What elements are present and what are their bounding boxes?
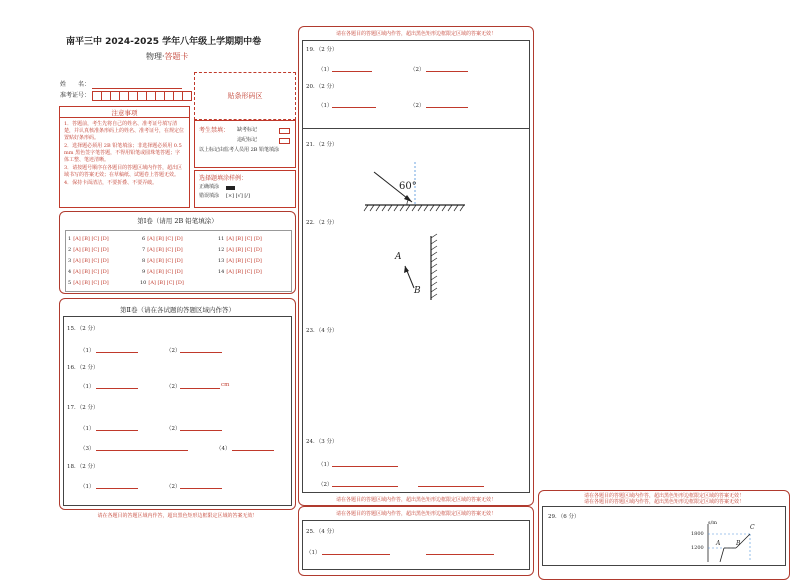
graph-ylabel: s/m	[708, 520, 717, 526]
mc-row[interactable]: 3 [A] [B] [C] [D]	[68, 258, 109, 264]
exam-title: 南平三中 2024-2025 学年八年级上学期期中卷	[66, 37, 262, 47]
st-graph	[690, 520, 780, 562]
question-20: 20．（2 分）	[306, 84, 338, 90]
id-boxes[interactable]	[92, 91, 192, 101]
q15-1-label: （1）	[80, 348, 95, 354]
question-18: 18．（2 分）	[67, 464, 99, 470]
q15-2-label: （2）	[166, 348, 181, 354]
mc-row[interactable]: 14 [A] [B] [C] [D]	[218, 269, 262, 275]
question-19: 19．（2 分）	[306, 47, 338, 53]
q16-1-answer[interactable]	[96, 382, 138, 389]
q17-3-answer[interactable]	[96, 444, 188, 451]
q17-3-label: （3）	[80, 446, 95, 452]
mc-row[interactable]: 1 [A] [B] [C] [D]	[68, 236, 109, 242]
question-23: 23．（4 分）	[306, 328, 338, 334]
graph-point-a: A	[716, 540, 721, 547]
mc-row[interactable]: 11 [A] [B] [C] [D]	[218, 236, 262, 242]
mc-row[interactable]: 10 [A] [B] [C] [D]	[140, 280, 184, 286]
barcode-area	[194, 72, 296, 120]
q17-2-label: （2）	[166, 426, 181, 432]
mc-row[interactable]: 5 [A] [B] [C] [D]	[68, 280, 109, 286]
q15-2-answer[interactable]	[180, 346, 222, 353]
name-field[interactable]	[92, 88, 182, 89]
q16-unit: cm	[221, 382, 230, 388]
mc-row[interactable]: 7 [A] [B] [C] [D]	[142, 247, 183, 253]
q16-2-label: （2）	[166, 384, 181, 390]
notice-item: 1．答题前，考生先将自己的姓名、准考证号填写清楚，并认真核准条形码上的姓名、准考证号，在规定位置贴好条形码。	[64, 121, 185, 141]
status-note: 以上标记由监考人员用 2B 铅笔填涂	[199, 147, 280, 153]
notice-item: 2．选择题必须用 2B 铅笔填涂；非选择题必须用 0.5 mm 黑色签字笔答题，不得用铅笔或圆珠笔答题；字体工整、笔迹清晰。	[64, 143, 182, 163]
middle-header-warning: 请在各题目的答题区域内作答，超出黑色矩形边框限定区域的答案无效！	[335, 31, 496, 37]
q15-1-answer[interactable]	[96, 346, 138, 353]
violation-checkbox[interactable]	[279, 138, 290, 144]
q19-1-label: （1）	[318, 67, 333, 73]
part2-inner	[63, 316, 292, 506]
fill-example-box	[194, 170, 296, 208]
q24-2-label: （2）	[318, 482, 333, 488]
q17-4-answer[interactable]	[232, 444, 274, 451]
question-25: 25．（4 分）	[306, 529, 338, 535]
q18-2-answer[interactable]	[180, 482, 222, 489]
q24-1-answer[interactable]	[332, 460, 398, 467]
mc-row[interactable]: 9 [A] [B] [C] [D]	[142, 269, 183, 275]
q18-2-label: （2）	[166, 484, 181, 490]
q25-2-answer[interactable]	[426, 548, 494, 555]
q20-2-answer[interactable]	[426, 101, 468, 108]
q17-4-label: （4）	[216, 446, 231, 452]
graph-point-c: C	[750, 524, 755, 531]
graph-y-1800: 1800	[691, 531, 704, 537]
question-15: 15．（2 分）	[67, 326, 99, 332]
q25-1-answer[interactable]	[322, 548, 390, 555]
q25-1-label: （1）	[306, 550, 321, 556]
q17-2-answer[interactable]	[180, 424, 222, 431]
exam-status-label: 考生禁填：	[199, 127, 230, 134]
question-17: 17．（2 分）	[67, 405, 99, 411]
question-21: 21．（2 分）	[306, 142, 338, 148]
angle-label: 60°	[399, 181, 417, 192]
question-16: 16．（2 分）	[67, 365, 99, 371]
q16-1-label: （1）	[80, 384, 95, 390]
middle-bottom-warning: 请在各题目的答题区域内作答，超出黑色矩形边框限定区域的答案无效！	[335, 511, 496, 517]
q20-1-answer[interactable]	[332, 101, 376, 108]
mc-row[interactable]: 4 [A] [B] [C] [D]	[68, 269, 109, 275]
q19-1-answer[interactable]	[332, 65, 372, 72]
violation-label: 违纪标记	[237, 137, 258, 143]
question-22: 22．（2 分）	[306, 220, 338, 226]
absent-checkbox[interactable]	[279, 128, 290, 134]
middle-footer-warning: 请在各题目的答题区域内作答，超出黑色矩形边框限定区域的答案无效！	[335, 497, 496, 503]
q24-2-answer[interactable]	[332, 480, 398, 487]
q24-3-answer[interactable]	[418, 480, 484, 487]
correct-fill-mark	[226, 186, 235, 190]
graph-y-1200: 1200	[691, 545, 704, 551]
mc-row[interactable]: 2 [A] [B] [C] [D]	[68, 247, 109, 253]
q19-2-label: （2）	[410, 67, 425, 73]
subject-label: 物理·	[146, 52, 165, 61]
left-footer-warning: 请在各题目的答题区域内作答，超出黑色矩形边框限定区域的答案无效！	[97, 513, 258, 519]
mc-row[interactable]: 12 [A] [B] [C] [D]	[218, 247, 262, 253]
barcode-label: 贴条形码区	[227, 92, 263, 100]
q16-2-answer[interactable]	[180, 382, 220, 389]
name-label: 姓 名：	[60, 81, 91, 88]
q18-1-label: （1）	[80, 484, 95, 490]
q17-1-label: （1）	[80, 426, 95, 432]
wrong-fill-label: 错误填涂	[199, 193, 220, 199]
notice-title: 注意事项	[60, 107, 189, 118]
right-header-warning-2: 请在各题目的答题区域内作答，超出黑色矩形边框限定区域的答案无效！	[583, 499, 744, 505]
exam-status-box	[194, 120, 296, 168]
part2-title: 第Ⅱ卷（请在各试题的答题区域内作答）	[120, 306, 235, 314]
correct-fill-label: 正确填涂	[199, 184, 220, 190]
q20-2-label: （2）	[410, 103, 425, 109]
graph-point-b: B	[736, 540, 741, 547]
absent-label: 缺考标记	[237, 127, 258, 133]
point-a-label: A	[395, 252, 402, 262]
q19-2-answer[interactable]	[426, 65, 468, 72]
notice-item: 4．保持卡面清洁，不要折叠、不要弄破。	[64, 180, 158, 186]
q17-1-answer[interactable]	[96, 424, 138, 431]
answer-card-label: 答题卡	[164, 52, 189, 61]
right-header-warning: 请在各题目的答题区域内作答，超出黑色矩形边框限定区域的答案无效！	[583, 493, 744, 499]
id-label: 准考证号：	[60, 92, 91, 99]
mc-row[interactable]: 6 [A] [B] [C] [D]	[142, 236, 183, 242]
question-29: 29．（6 分）	[548, 514, 580, 520]
mc-row[interactable]: 8 [A] [B] [C] [D]	[142, 258, 183, 264]
point-b-label: B	[414, 286, 421, 296]
question-24: 24．（3 分）	[306, 439, 338, 445]
section-divider	[302, 128, 530, 129]
mc-row[interactable]: 13 [A] [B] [C] [D]	[218, 258, 262, 264]
exam-subtitle	[146, 51, 189, 62]
notice-item: 3．请按题号顺序在各题目的答题区域内作答，超出区域书写的答案无效；在草稿纸、试题卷上答题无效。	[64, 165, 183, 178]
q24-1-label: （1）	[318, 462, 333, 468]
part1-title: 第Ⅰ卷（请用 2B 铅笔填涂）	[137, 217, 218, 225]
notice-box	[59, 106, 190, 208]
fill-example-title: 选择题填涂样例：	[199, 175, 248, 182]
q18-1-answer[interactable]	[96, 482, 138, 489]
wrong-fill-marks: [×] [√] [/]	[226, 193, 250, 199]
q20-1-label: （1）	[318, 103, 333, 109]
